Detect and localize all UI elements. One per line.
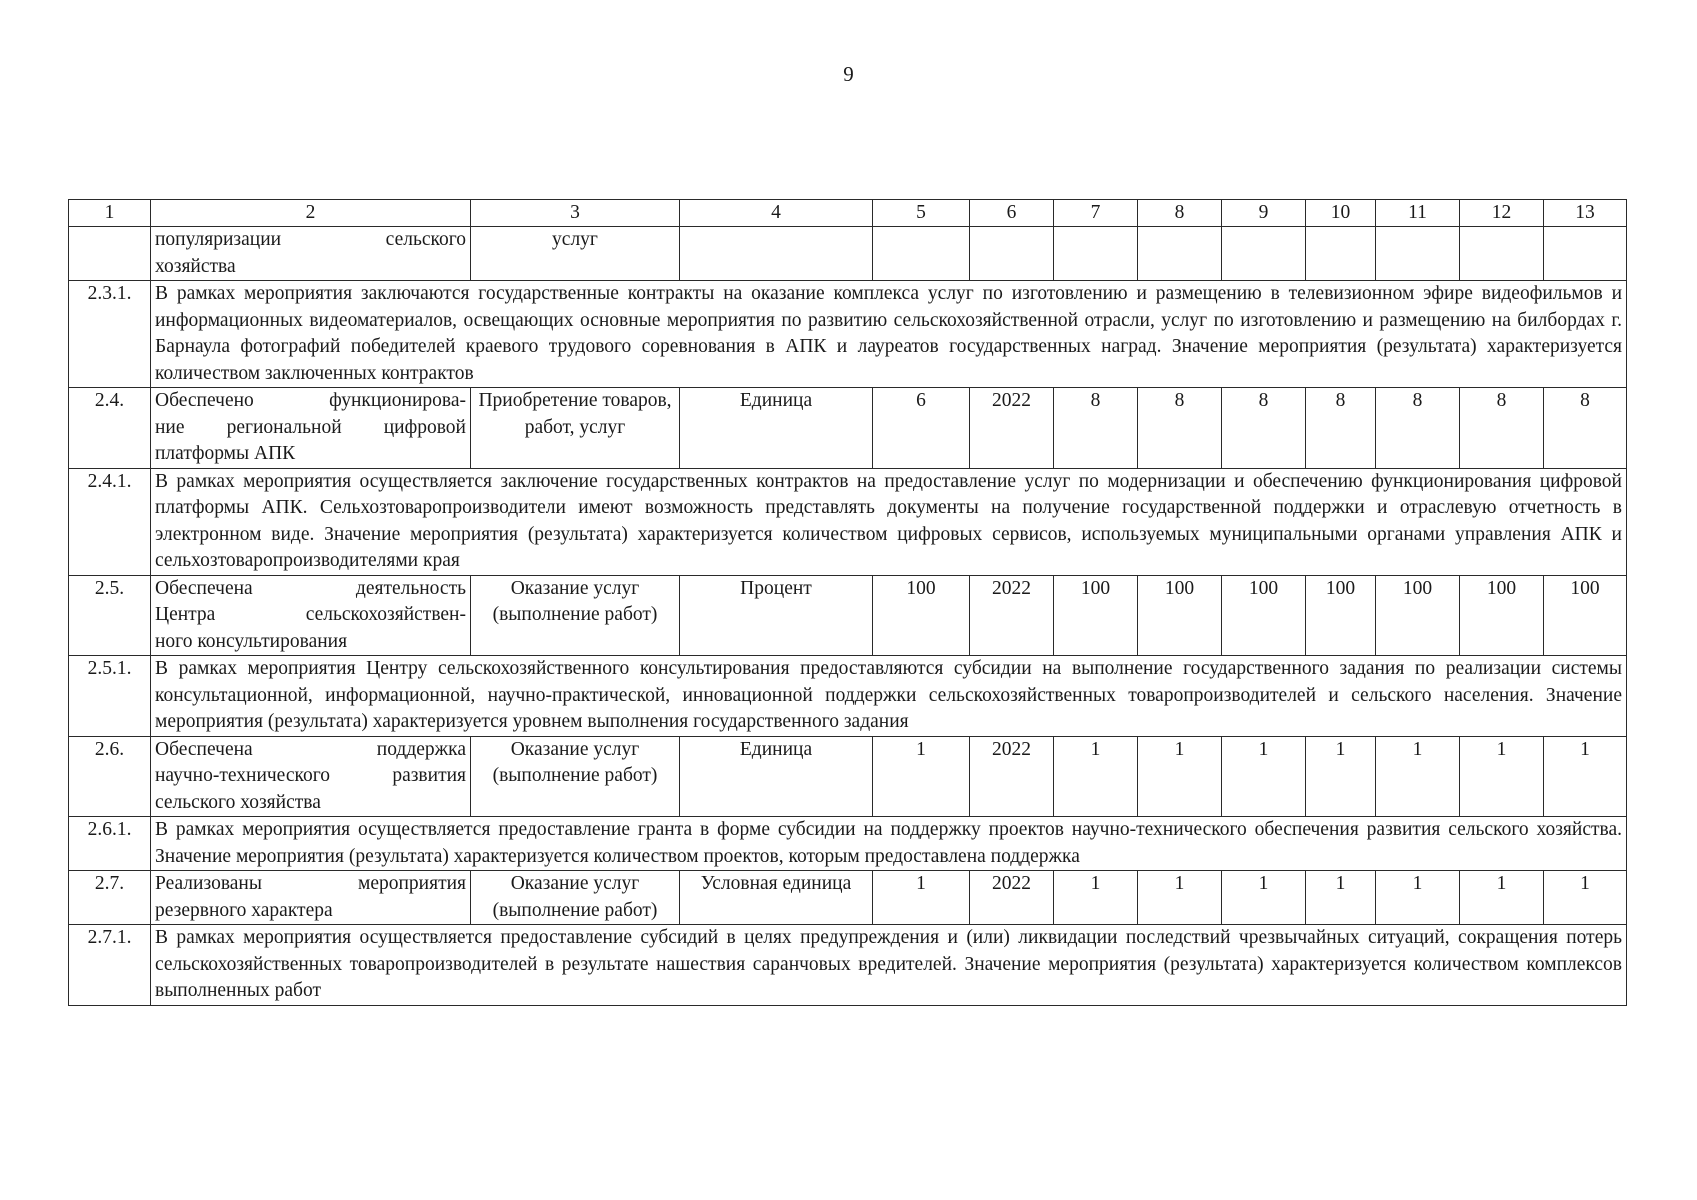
row-number: 2.6.1. [69,817,151,871]
description-text: В рамках мероприятия заключаются государственные контракты на оказание комплекса услуг по изготовлению и размещению в телевизионном эфире видеофильмов и информационных видеоматериалов, освещающих основные мероприятия по развитию сельскохозяйственной отрасли, услуг по изготовлению и размещению на билбордах г. Барнаула фотографий победителей краевого трудового соревнования в АПК и лауреатов государственных наград. Значение мероприятия (результата) характеризуется количеством заключенных контрактов [151,281,1627,388]
indicators-table [68,199,1627,1006]
header-cell: 5 [873,200,970,227]
header-cell: 1 [69,200,151,227]
event-name [151,227,471,281]
table-row [69,227,1627,281]
description-text: В рамках мероприятия осуществляется заключение государственных контрактов на предоставление услуг по модернизации и обеспечению функционирования цифровой платформы АПК. Сельхозтоваропроизводители имеют возможность представлять документы на получение государственной поддержки и отраслевую отчетность в электронном виде. Значение мероприятия (результата) характеризуется количеством цифровых сервисов, используемых муниципальными органами управления АПК и сельхозтоваропроизводителями края [151,468,1627,575]
table-row-description [69,656,1627,737]
value-cell: 1 [1306,871,1376,925]
value-cell: 1 [1544,871,1627,925]
event-name-line: хозяйства [155,255,236,277]
value-cell: 1 [1138,736,1222,817]
base-year: 2022 [970,575,1054,656]
value-cell: 8 [1460,388,1544,469]
value-cell: 1 [1138,871,1222,925]
event-name-line: Обеспечено функционирова- [155,390,466,411]
value-cell: 1 [1460,736,1544,817]
event-name-line: популяризации сельского [155,229,466,250]
table-row-description [69,817,1627,871]
event-name [151,871,471,925]
event-name-line: резервного характера [155,899,333,921]
value-cell [1544,227,1627,281]
row-number: 2.4.1. [69,468,151,575]
value-cell: 1 [1376,736,1460,817]
unit-cell: Процент [680,575,873,656]
value-cell: 1 [1306,736,1376,817]
value-cell: 100 [1138,575,1222,656]
value-cell [1054,227,1138,281]
row-number: 2.6. [69,736,151,817]
row-number: 2.5. [69,575,151,656]
value-cell: 100 [1306,575,1376,656]
header-cell: 11 [1376,200,1460,227]
header-cell: 7 [1054,200,1138,227]
event-name-line: Обеспечена поддержка [155,738,466,760]
base-value: 100 [873,575,970,656]
header-cell: 10 [1306,200,1376,227]
header-cell: 12 [1460,200,1544,227]
unit-cell: Единица [680,736,873,817]
row-number: 2.3.1. [69,281,151,388]
value-cell: 8 [1544,388,1627,469]
row-number [69,227,151,281]
value-cell: 8 [1138,388,1222,469]
value-cell [970,227,1054,281]
value-cell: 8 [1222,388,1306,469]
table-row [69,871,1627,925]
table-header-row [69,200,1627,227]
row-number: 2.5.1. [69,656,151,737]
event-name-line: ного консультирования [155,630,348,652]
header-cell: 8 [1138,200,1222,227]
description-text: В рамках мероприятия осуществляется предоставление субсидий в целях предупреждения и (или) ликвидации последствий чрезвычайных ситуаций, сокращения потерь сельскохозяйственных товаропроизводителей в результате нашествия саранчовых вредителей. Значение мероприятия (результата) характеризуется количеством комплексов выполненных работ [151,925,1627,1006]
value-cell: 100 [1376,575,1460,656]
base-year: 2022 [970,388,1054,469]
event-type: Оказание услуг (выполнение работ) [471,736,680,817]
value-cell: 1 [1054,736,1138,817]
value-cell: 100 [1054,575,1138,656]
base-value: 1 [873,736,970,817]
value-cell [1306,227,1376,281]
table-row [69,575,1627,656]
value-cell [1460,227,1544,281]
event-name-line: ние региональной цифровой [155,416,466,438]
unit-cell [680,227,873,281]
event-type: Приобретение товаров, работ, услуг [471,388,680,469]
value-cell: 1 [1376,871,1460,925]
header-cell: 6 [970,200,1054,227]
table-row [69,388,1627,469]
value-cell: 100 [1460,575,1544,656]
value-cell [873,227,970,281]
event-name-line: Реализованы мероприятия [155,873,466,894]
event-name [151,388,471,469]
description-text: В рамках мероприятия Центру сельскохозяйственного консультирования предоставляются субсидии на выполнение государственного задания по реализации системы консультационной, информационной, научно-практической, инновационной поддержки сельскохозяйственных товаропроизводителей и сельского населения. Значение мероприятия (результата) характеризуется уровнем выполнения государственного задания [151,656,1627,737]
base-year: 2022 [970,871,1054,925]
event-type: Оказание услуг (выполнение работ) [471,871,680,925]
event-name [151,736,471,817]
event-name-line: Обеспечена деятельность [155,577,466,599]
event-name-line: сельского хозяйства [155,791,321,813]
event-name [151,575,471,656]
value-cell: 100 [1544,575,1627,656]
row-number: 2.4. [69,388,151,469]
base-value: 1 [873,871,970,925]
row-number: 2.7.1. [69,925,151,1006]
value-cell: 1 [1222,736,1306,817]
table-row-description [69,281,1627,388]
header-cell: 2 [151,200,471,227]
value-cell: 8 [1306,388,1376,469]
event-type: Оказание услуг (выполнение работ) [471,575,680,656]
value-cell: 100 [1222,575,1306,656]
header-cell: 13 [1544,200,1627,227]
description-text: В рамках мероприятия осуществляется предоставление гранта в форме субсидии на поддержку проектов научно-технического обеспечения развития сельского хозяйства. Значение мероприятия (результата) характеризуется количеством проектов, которым предоставлена поддержка [151,817,1627,871]
value-cell [1138,227,1222,281]
value-cell: 1 [1054,871,1138,925]
event-name-line: Центра сельскохозяйствен- [155,604,466,625]
base-value: 6 [873,388,970,469]
table-row-description [69,925,1627,1006]
table-row-description [69,468,1627,575]
value-cell: 8 [1054,388,1138,469]
unit-cell: Единица [680,388,873,469]
value-cell: 1 [1222,871,1306,925]
value-cell: 1 [1544,736,1627,817]
event-name-line: платформы АПК [155,443,296,464]
value-cell: 8 [1376,388,1460,469]
header-cell: 9 [1222,200,1306,227]
page-number: 9 [843,62,854,86]
value-cell [1222,227,1306,281]
value-cell: 1 [1460,871,1544,925]
value-cell [1376,227,1460,281]
header-cell: 3 [471,200,680,227]
event-type: услуг [471,227,680,281]
event-name-line: научно-технического развития [155,765,466,786]
header-cell: 4 [680,200,873,227]
table-row [69,736,1627,817]
unit-cell: Условная единица [680,871,873,925]
row-number: 2.7. [69,871,151,925]
base-year: 2022 [970,736,1054,817]
